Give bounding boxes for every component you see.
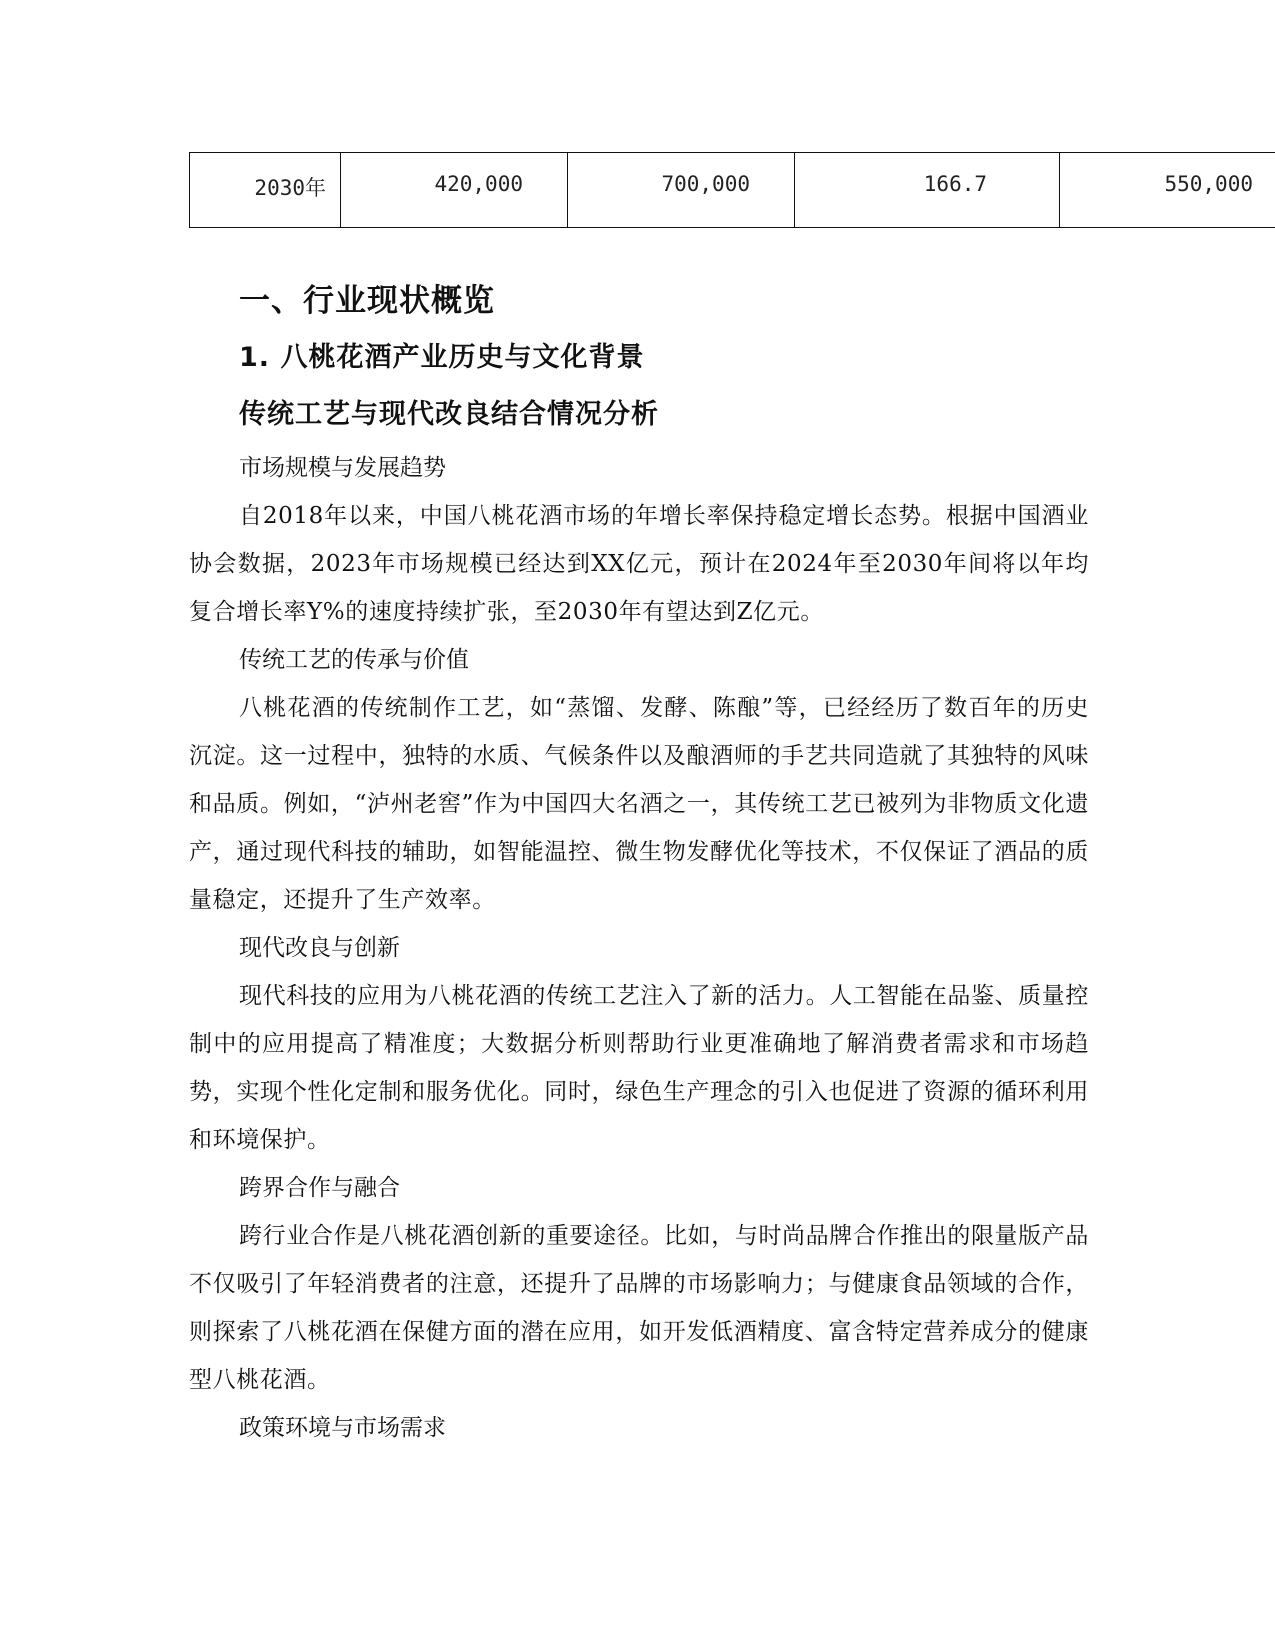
- subheading-policy: 政策环境与市场需求: [239, 1415, 446, 1441]
- table-cell: 700,000: [568, 153, 795, 228]
- section-heading-2: 1. 八桃花酒产业历史与文化背景: [239, 342, 645, 373]
- section-heading-3: 传统工艺与现代改良结合情况分析: [239, 399, 659, 430]
- subheading-modern: 现代改良与创新: [239, 935, 400, 961]
- subheading-market: 市场规模与发展趋势: [239, 455, 446, 481]
- document-body: [189, 272, 1089, 1452]
- table-row: [190, 153, 1275, 228]
- section-heading-1: 一、行业现状概览: [239, 283, 495, 319]
- table-cell-year: 2030年: [190, 153, 341, 228]
- subheading-tradition: 传统工艺的传承与价值: [239, 647, 469, 673]
- table-cell: 550,000: [1060, 153, 1275, 228]
- data-table: [189, 152, 1275, 228]
- table-cell: 166.7: [795, 153, 1060, 228]
- subheading-cross: 跨界合作与融合: [239, 1175, 400, 1201]
- paragraph-modern: 现代科技的应用为八桃花酒的传统工艺注入了新的活力。人工智能在品鉴、质量控制中的应用提高了精准度；大数据分析则帮助行业更准确地了解消费者需求和市场趋势，实现个性化定制和服务优化。同时，绿色生产理念的引入也促进了资源的循环利用和环境保护。: [189, 983, 1089, 1153]
- paragraph-market: 自2018年以来，中国八桃花酒市场的年增长率保持稳定增长态势。根据中国酒业协会数据，2023年市场规模已经达到XX亿元，预计在2024年至2030年间将以年均复合增长率Y%的速度持续扩张，至2030年有望达到Z亿元。: [189, 503, 1089, 625]
- data-table-fragment: [189, 152, 1275, 228]
- table-cell: 420,000: [341, 153, 568, 228]
- paragraph-cross: 跨行业合作是八桃花酒创新的重要途径。比如，与时尚品牌合作推出的限量版产品不仅吸引了年轻消费者的注意，还提升了品牌的市场影响力；与健康食品领域的合作，则探索了八桃花酒在保健方面的潜在应用，如开发低酒精度、富含特定营养成分的健康型八桃花酒。: [189, 1223, 1089, 1393]
- paragraph-tradition: 八桃花酒的传统制作工艺，如“蒸馏、发酵、陈酿”等，已经经历了数百年的历史沉淀。这一过程中，独特的水质、气候条件以及酿酒师的手艺共同造就了其独特的风味和品质。例如，“泸州老窖”作为中国四大名酒之一，其传统工艺已被列为非物质文化遗产，通过现代科技的辅助，如智能温控、微生物发酵优化等技术，不仅保证了酒品的质量稳定，还提升了生产效率。: [189, 695, 1089, 913]
